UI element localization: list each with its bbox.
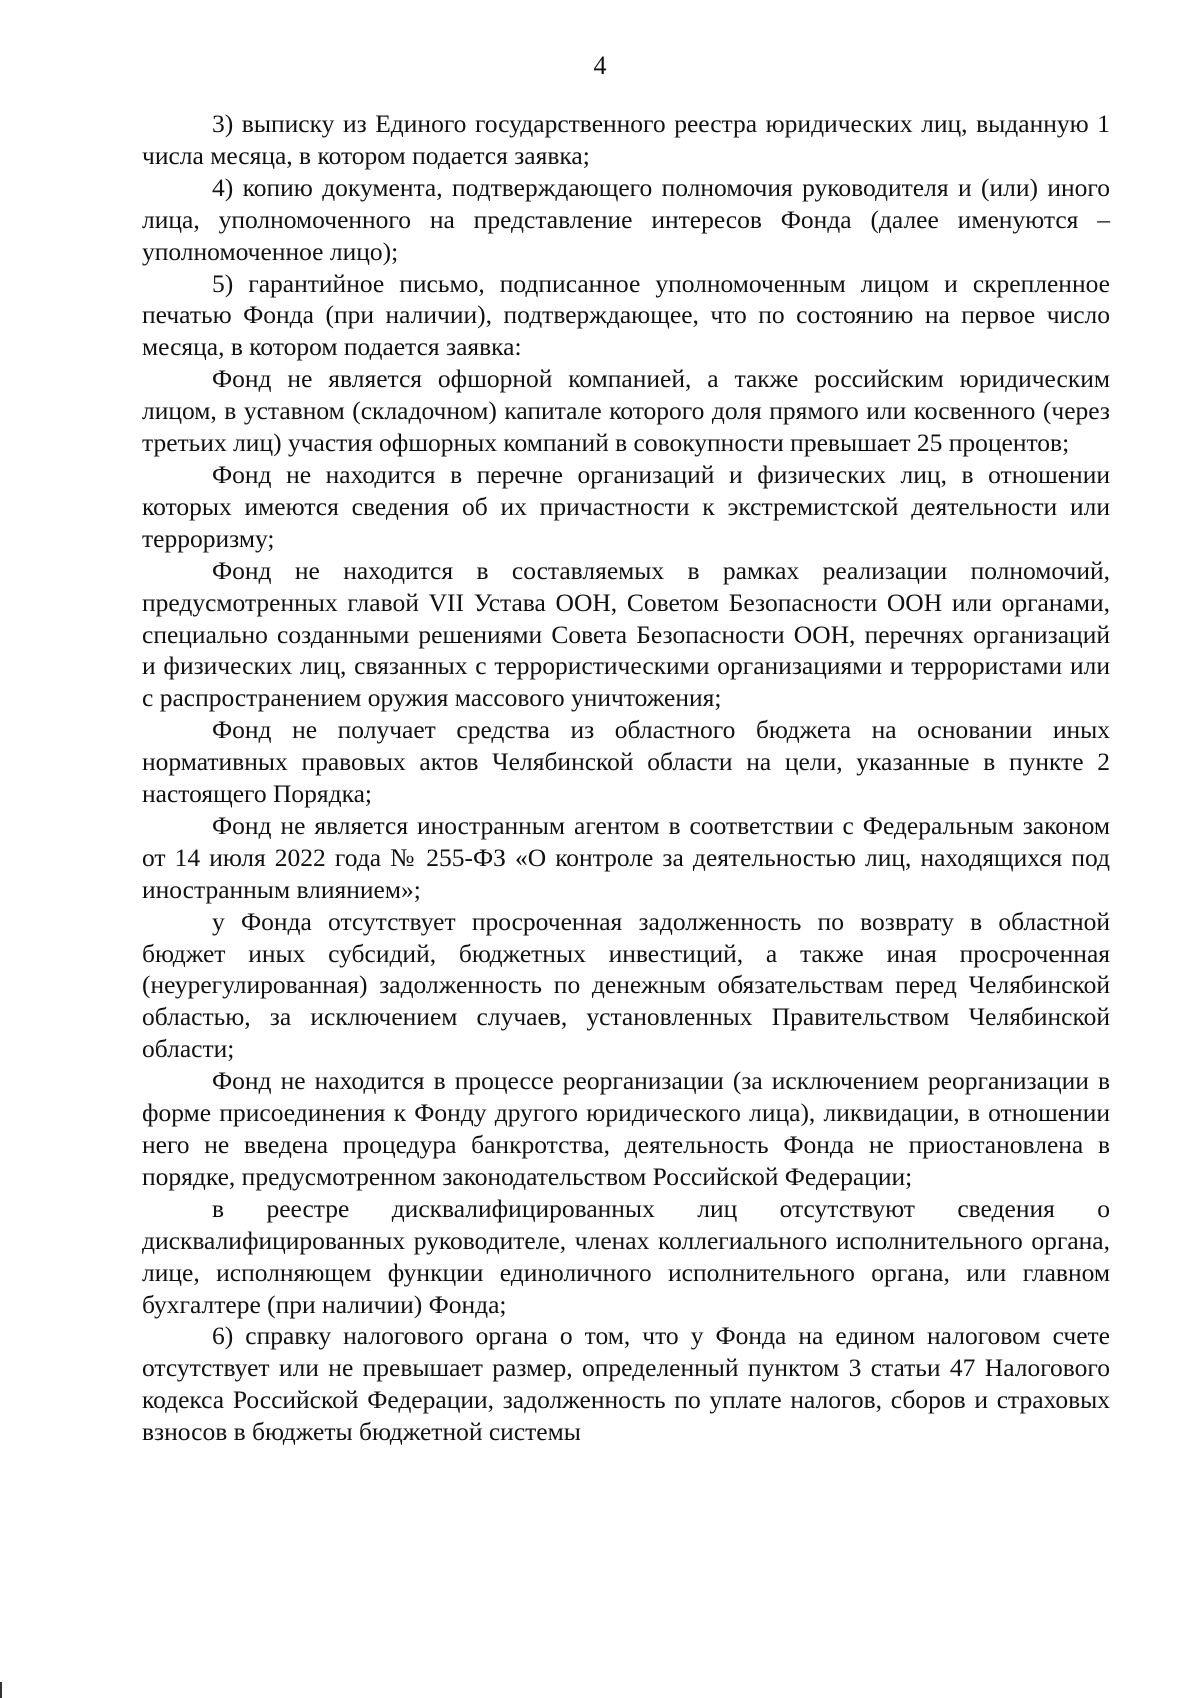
scan-margin-mark bbox=[0, 1682, 2, 1698]
paragraph-item-5: 5) гарантийное письмо, подписанное уполномоченным лицом и скрепленное печатью Фонда (при наличии), подтверждающее, что по состоянию на первое число месяца, в котором подается заявка: bbox=[142, 268, 1110, 362]
paragraph-extremism-list: Фонд не находится в перечне организаций и физических лиц, в отношении которых имеются сведения об их причастности к экстремистской деятельности или терроризму; bbox=[142, 459, 1110, 553]
paragraph-regional-budget: Фонд не получает средства из областного бюджета на основании иных нормативных правовых актов Челябинской области на цели, указанные в пункте 2 настоящего Порядка; bbox=[142, 715, 1110, 809]
page-number: 4 bbox=[593, 51, 607, 80]
paragraph-un-lists: Фонд не находится в составляемых в рамках реализации полномочий, предусмотренных главой VII Устава ООН, Советом Безопасности ООН или органами, специально созданными решениями Совета Безопасности ООН, перечнях организаций и физических лиц, связанных с террористическими организациями и террористами или с распространением оружия массового уничтожения; bbox=[142, 555, 1110, 713]
paragraph-reorganization: Фонд не находится в процессе реорганизации (за исключением реорганизации в форме присоединения к Фонду другого юридического лица), ликвидации, в отношении него не введена процедура банкротства, деятельность Фонда не приостановлена в порядке, предусмотренном законодательством Российской Федерации; bbox=[142, 1066, 1110, 1191]
paragraph-overdue-debt: у Фонда отсутствует просроченная задолженность по возврату в областной бюджет иных субсидий, бюджетных инвестиций, а также иная просроченная (неурегулированная) задолженность по денежным обязательствам перед Челябинской областью, за исключением случаев, установленных Правительством Челябинской области; bbox=[142, 906, 1110, 1064]
document-body bbox=[142, 108, 1110, 1448]
paragraph-foreign-agent: Фонд не является иностранным агентом в соответствии с Федеральным законом от 14 июля 2022 года № 255-ФЗ «О контроле за деятельностью лиц, находящихся под иностранным влиянием»; bbox=[142, 810, 1110, 904]
paragraph-item-4: 4) копию документа, подтверждающего полномочия руководителя и (или) иного лица, уполномоченного на представление интересов Фонда (далее именуются – уполномоченное лицо); bbox=[142, 172, 1110, 266]
paragraph-offshore: Фонд не является офшорной компанией, а также российским юридическим лицом, в уставном (складочном) капитале которого доля прямого или косвенного (через третьих лиц) участия офшорных компаний в совокупности превышает 25 процентов; bbox=[142, 364, 1110, 458]
paragraph-disqualified: в реестре дисквалифицированных лиц отсутствуют сведения о дисквалифицированных руководителе, членах коллегиального исполнительного органа, лице, исполняющем функции единоличного исполнительного органа, или главном бухгалтере (при наличии) Фонда; bbox=[142, 1193, 1110, 1319]
paragraph-item-6: 6) справку налогового органа о том, что у Фонда на едином налоговом счете отсутствует или не превышает размер, определенный пунктом 3 статьи 47 Налогового кодекса Российской Федерации, задолженность по уплате налогов, сборов и страховых взносов в бюджеты бюджетной системы bbox=[142, 1321, 1110, 1447]
paragraph-item-3: 3) выписку из Единого государственного реестра юридических лиц, выданную 1 числа месяца, в котором подается заявка; bbox=[142, 109, 1110, 170]
